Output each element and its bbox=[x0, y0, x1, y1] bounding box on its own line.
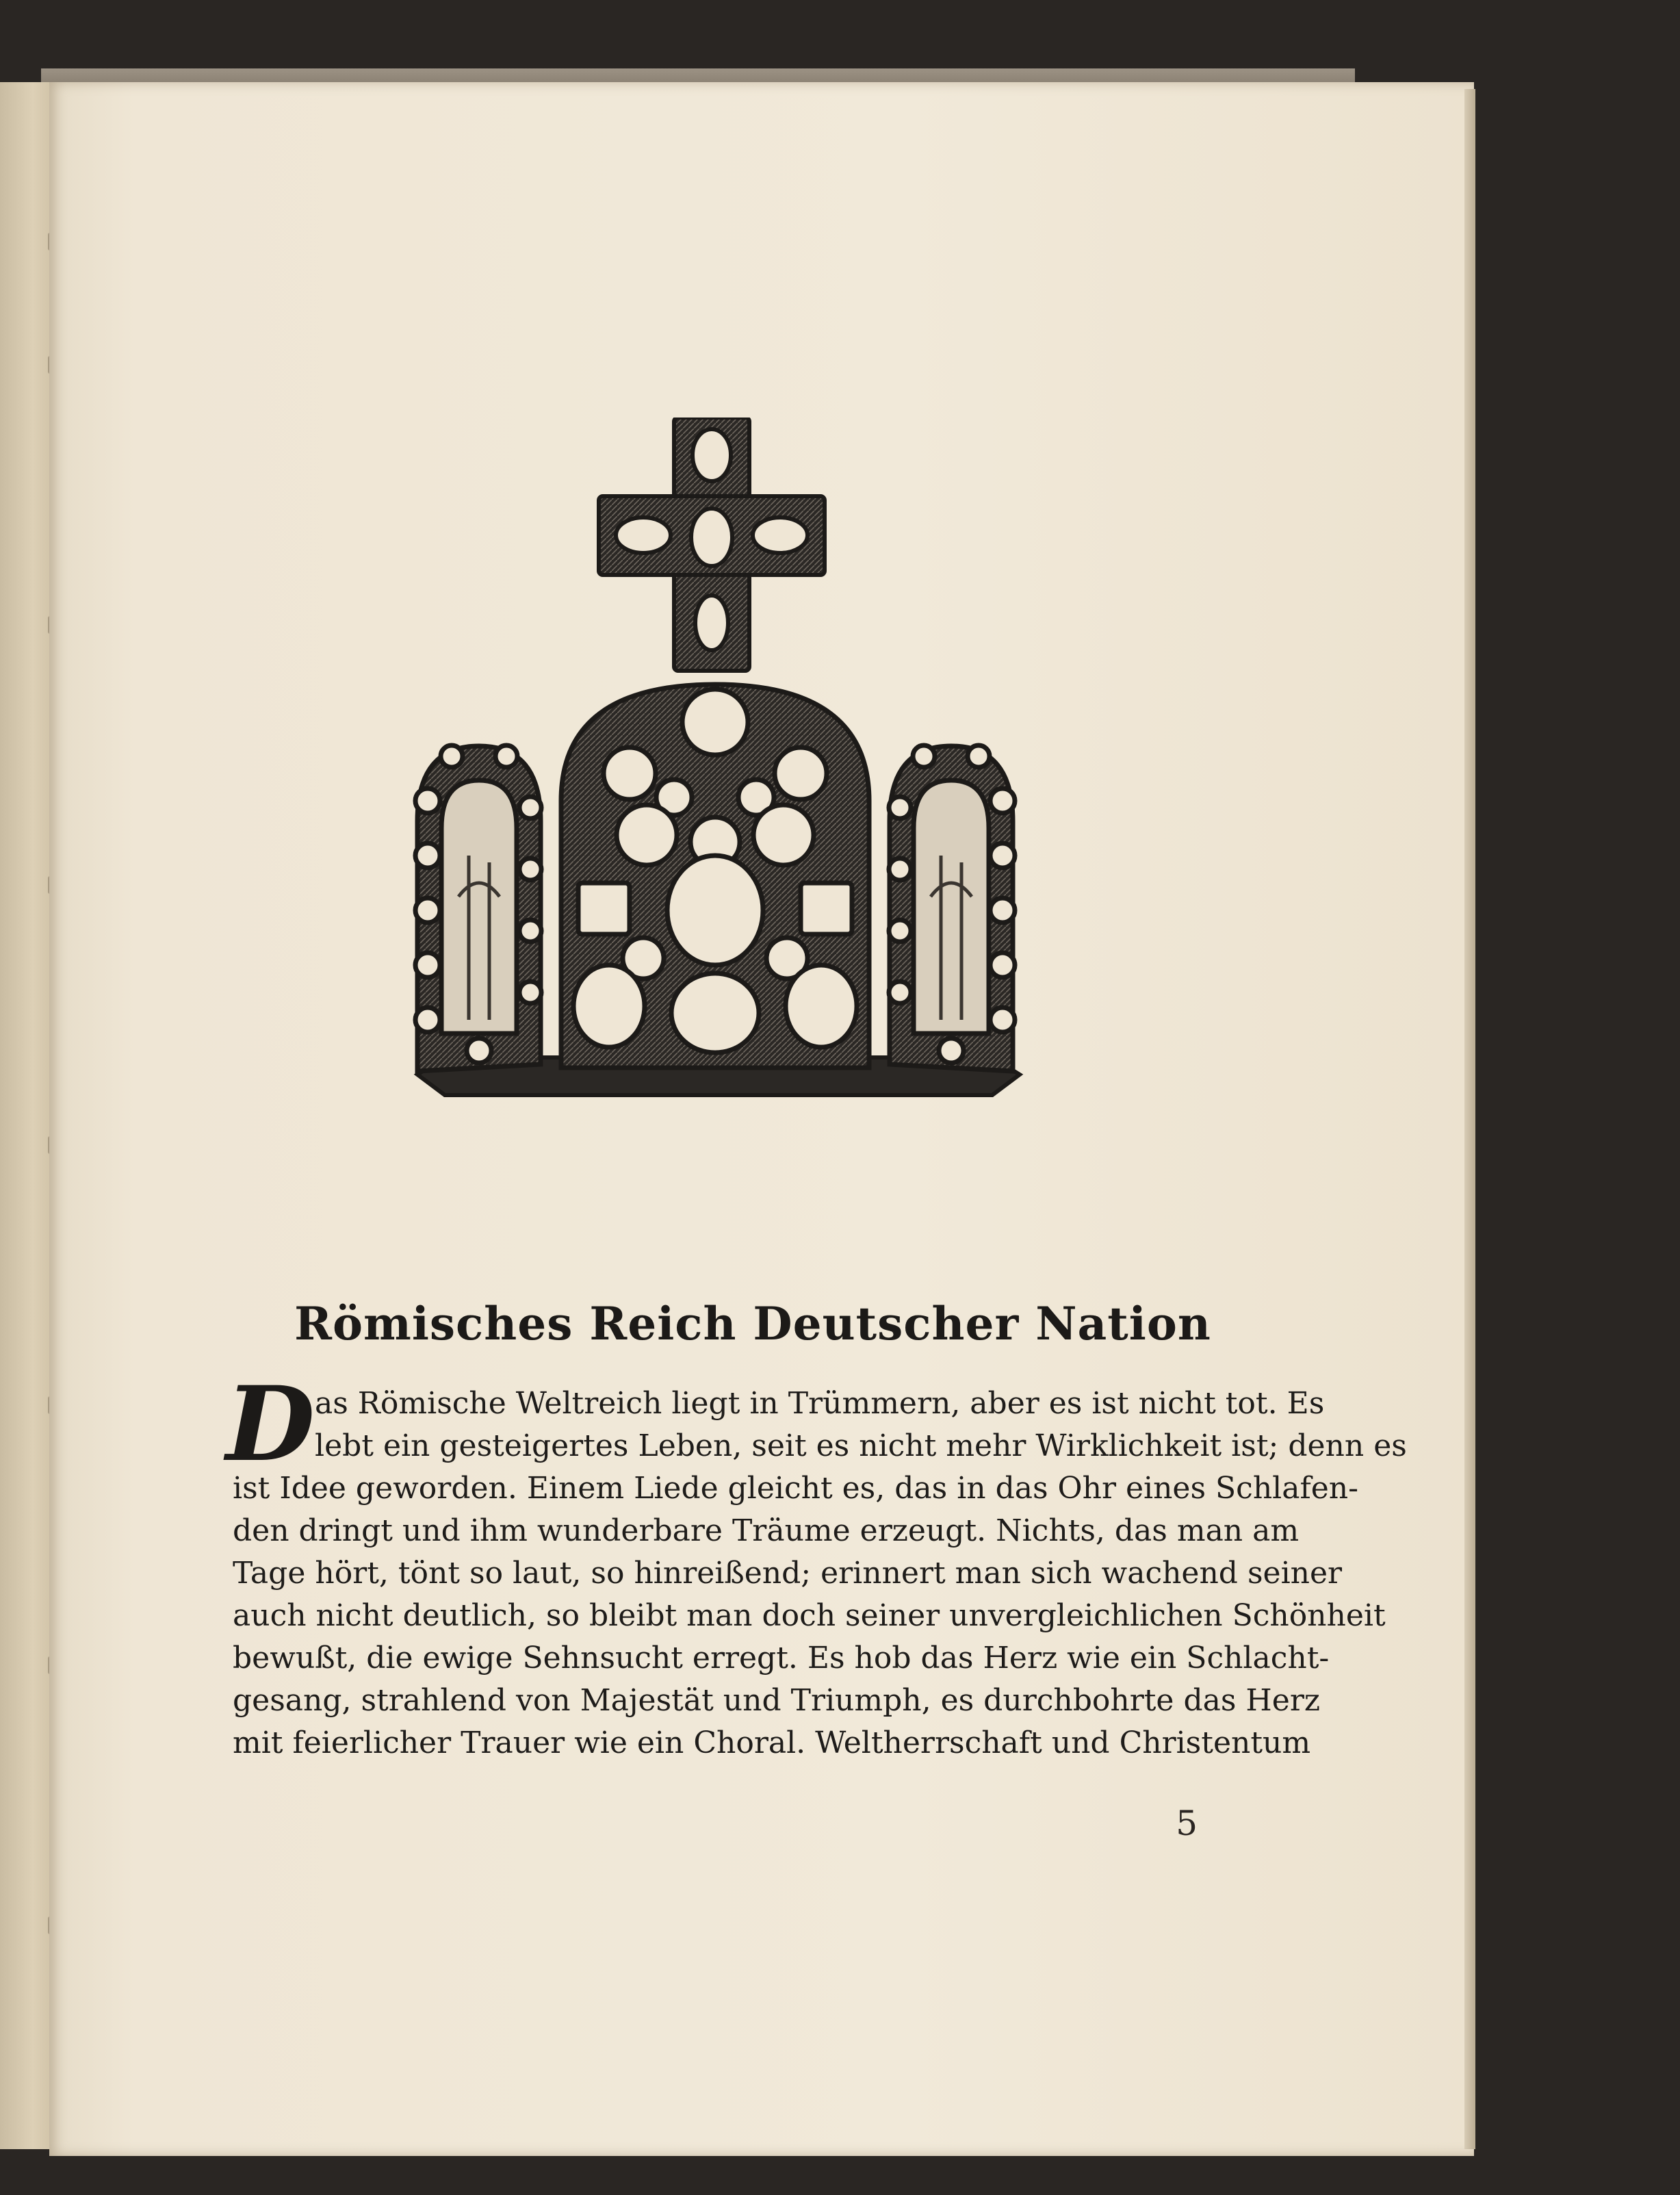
crown-front-plate bbox=[561, 684, 869, 1068]
body-text bbox=[226, 1364, 1407, 1764]
text-line: lebt ein gesteigertes Leben, seit es nicht mehr Wirklichkeit ist; denn es bbox=[315, 1428, 1407, 1463]
crown-left-plate bbox=[415, 745, 541, 1071]
drop-cap: D bbox=[226, 1364, 315, 1485]
page-edge bbox=[1464, 89, 1475, 2149]
text-line: gesang, strahlend von Majestät und Triumph, es durchbohrte das Herz bbox=[233, 1683, 1321, 1718]
text-line: den dringt und ihm wunderbare Träume erzeugt. Nichts, das man am bbox=[233, 1513, 1300, 1548]
cross bbox=[599, 418, 825, 671]
text-line: as Römische Weltreich liegt in Trümmern, aber es ist nicht tot. Es bbox=[315, 1386, 1325, 1421]
left-page-edge bbox=[0, 82, 55, 2149]
right-page bbox=[49, 82, 1474, 2156]
crown-right-plate bbox=[889, 745, 1015, 1071]
page-number: 5 bbox=[1176, 1804, 1198, 1843]
text-line: bewußt, die ewige Sehnsucht erregt. Es hob das Herz wie ein Schlacht- bbox=[233, 1641, 1330, 1676]
chapter-title: Römisches Reich Deutscher Nation bbox=[294, 1297, 1211, 1350]
crown-icon bbox=[404, 418, 1033, 1116]
text-line: Tage hört, tönt so laut, so hinreißend; erinnert man sich wachend seiner bbox=[233, 1556, 1343, 1591]
text-line: auch nicht deutlich, so bleibt man doch seiner unvergleichlichen Schönheit bbox=[233, 1598, 1386, 1633]
text-line: mit feierlicher Trauer wie ein Choral. Weltherrschaft und Christentum bbox=[233, 1725, 1311, 1760]
text-line: ist Idee geworden. Einem Liede gleicht es, das in das Ohr eines Schlafen- bbox=[233, 1471, 1358, 1506]
